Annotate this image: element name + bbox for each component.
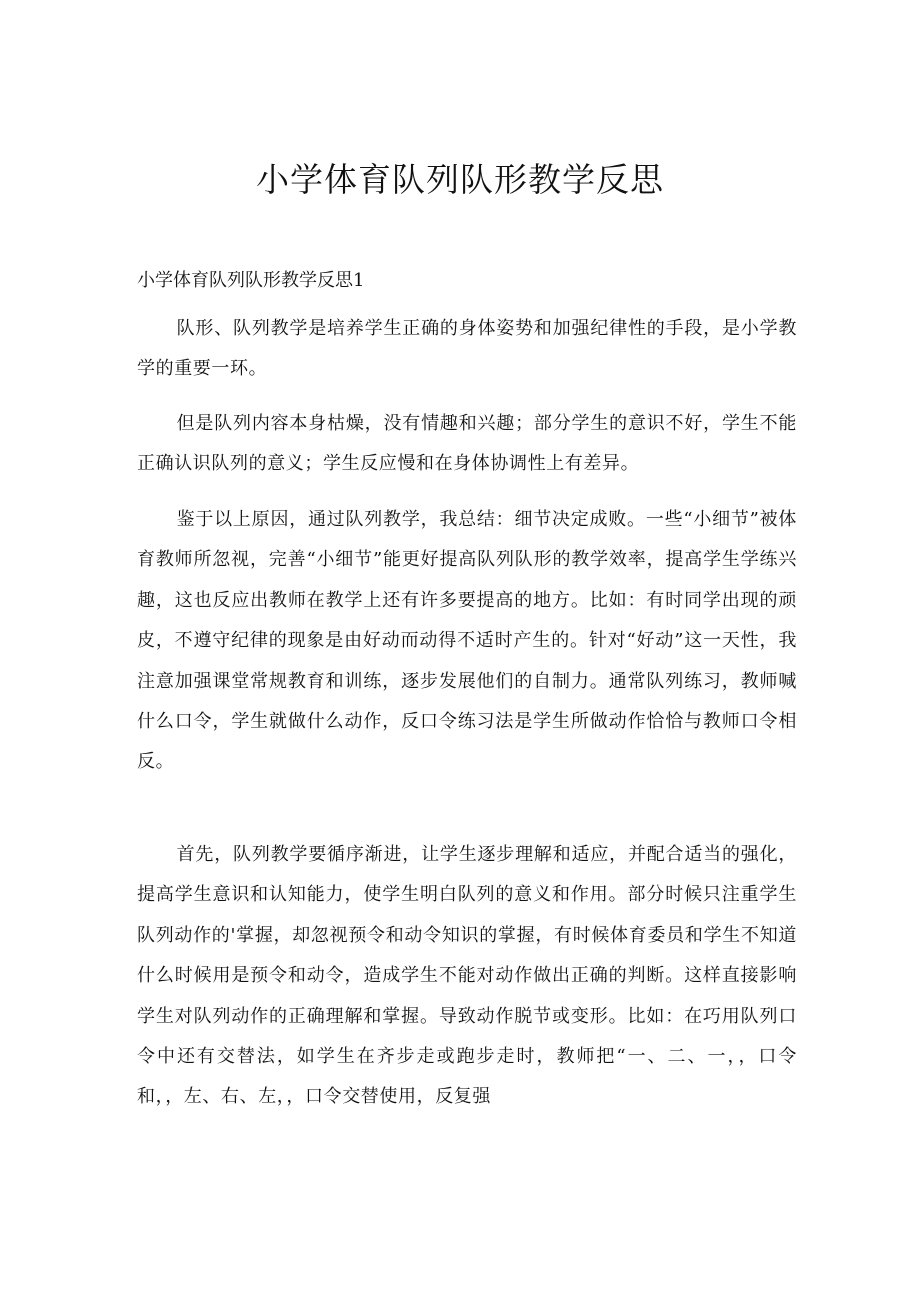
- paragraph-4: 首先，队列教学要循序渐进，让学生逐步理解和适应，并配合适当的强化，提高学生意识和认知能力，使学生明白队列的意义和作用。部分时候只注重学生队列动作的'掌握，却忽视预令和动令知识的掌握，有时候体育委员和学生不知道什么时候用是预令和动令，造成学生不能对动作做出正确的判断。这样直接影响学生对队列动作的正确理解和掌握。导致动作脱节或变形。比如：在巧用队列口令中还有交替法，如学生在齐步走或跑步走时，教师把“一、二、一，，口令和，，左、右、左，，口令交替使用，反复强: [137, 844, 797, 1108]
- paragraph-1: 队形、队列教学是培养学生正确的身体姿势和加强纪律性的手段，是小学教学的重要一环。: [137, 318, 797, 380]
- section-heading: 小学体育队列队形教学反思1: [137, 270, 365, 291]
- paragraph-2: 但是队列内容本身枯燥，没有情趣和兴趣；部分学生的意识不好，学生不能正确认识队列的意义；学生反应慢和在身体协调性上有差异。: [137, 413, 797, 475]
- document-title: 小学体育队列队形教学反思: [256, 160, 664, 199]
- paragraph-3: 鉴于以上原因，通过队列教学，我总结：细节决定成败。一些“小细节”被体育教师所忽视，完善“小细节”能更好提高队列队形的教学效率，提高学生学练兴趣，这也反应出教师在教学上还有许多要提高的地方。比如：有时同学出现的顽皮，不遵守纪律的现象是由好动而动得不适时产生的。针对“好动”这一天性，我注意加强课堂常规教育和训练，逐步发展他们的自制力。通常队列练习，教师喊什么口令，学生就做什么动作，反口令练习法是学生所做动作恰恰与教师口令相反。: [137, 509, 797, 773]
